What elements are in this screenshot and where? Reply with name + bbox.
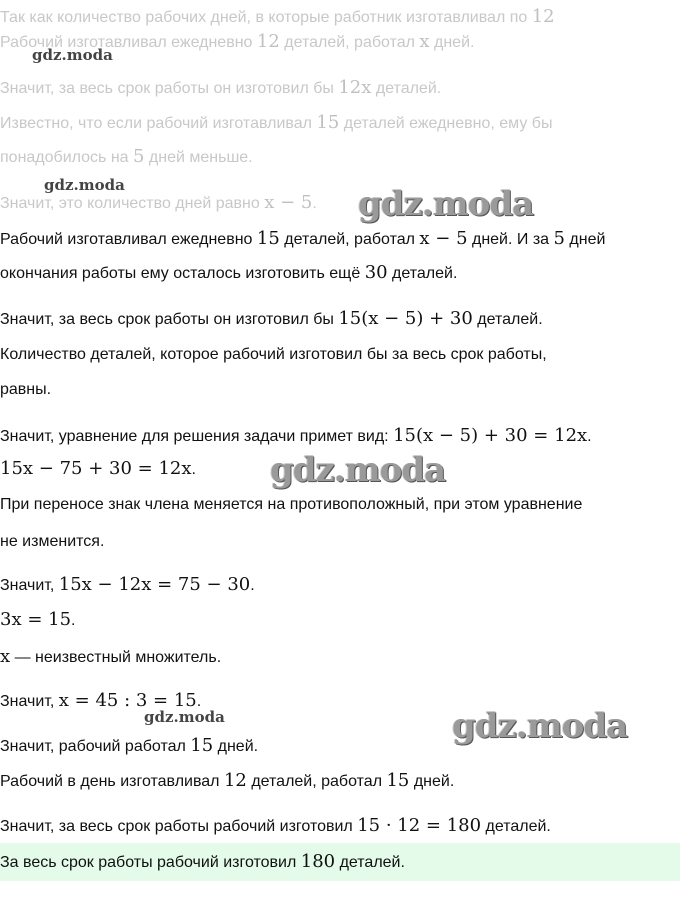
- text-run: .: [191, 461, 196, 478]
- text-line: [0, 379, 51, 401]
- text-run: Количество деталей, которое рабочий изготовил бы за весь срок работы,: [0, 346, 547, 363]
- text-run: Известно, что если рабочий изготавливал: [0, 115, 317, 132]
- text-run: Рабочий изготавливал ежедневно: [0, 231, 257, 248]
- watermark-logo: gdz.moda: [358, 184, 534, 224]
- text-run: Значит, рабочий работал: [0, 738, 191, 755]
- text-line: [0, 308, 543, 331]
- text-line: [0, 146, 253, 169]
- text-line: [0, 574, 255, 597]
- text-run: .: [312, 195, 317, 212]
- math-run: 12: [256, 31, 280, 52]
- text-run: дней: [564, 231, 606, 248]
- math-run: x − 5: [264, 192, 313, 213]
- watermark-logo: gdz.moda: [144, 708, 225, 726]
- math-run: 15 · 12 = 180: [357, 815, 482, 836]
- math-run: x = 45 : 3 = 15: [58, 690, 197, 711]
- text-run: .: [196, 693, 202, 710]
- text-run: деталей.: [472, 311, 543, 328]
- math-run: 12: [223, 770, 247, 791]
- text-line: [0, 192, 317, 215]
- text-run: дней. И за: [467, 231, 554, 248]
- text-run: деталей.: [387, 265, 458, 282]
- text-line: [0, 458, 196, 481]
- text-run: Значит,: [0, 577, 59, 594]
- watermark-logo: gdz.moda: [452, 706, 628, 746]
- watermark-logo: gdz.moda: [270, 450, 446, 490]
- text-run: деталей, работал: [279, 231, 420, 248]
- text-run: .: [250, 577, 255, 594]
- text-run: дней.: [429, 34, 475, 51]
- text-line: [0, 646, 221, 669]
- text-run: Значит, за весь срок работы он изготовил бы: [0, 80, 339, 97]
- math-run: 15(x − 5) + 30 = 12x: [393, 425, 588, 446]
- math-run: x − 5: [419, 228, 468, 249]
- math-run: 15: [256, 228, 280, 249]
- text-run: деталей.: [481, 818, 551, 835]
- text-run: Рабочий изготавливал ежедневно: [0, 34, 257, 51]
- text-run: Так как количество рабочих дней, в которые работник изготавливал по: [0, 9, 532, 26]
- text-run: деталей, работал: [279, 34, 420, 51]
- text-line: [0, 770, 454, 793]
- math-run: x: [419, 31, 430, 52]
- text-run: Значит,: [0, 693, 59, 710]
- text-run: .: [587, 428, 592, 445]
- math-run: 12x: [338, 77, 372, 98]
- text-run: Значит, за весь срок работы он изготовил бы: [0, 311, 339, 328]
- text-run: деталей.: [335, 854, 405, 871]
- text-line: [0, 262, 457, 285]
- text-run: Значит, за весь срок работы рабочий изготовил: [0, 818, 358, 835]
- math-run: 15x − 12x = 75 − 30: [58, 574, 251, 595]
- text-run: Рабочий в день изготавливал: [0, 773, 224, 790]
- text-line: [0, 425, 592, 448]
- math-run: 15(x − 5) + 30: [338, 308, 473, 329]
- text-run: не изменится.: [0, 533, 105, 550]
- text-run: равны.: [0, 381, 52, 398]
- text-line: [0, 609, 76, 632]
- math-run: 15: [190, 735, 214, 756]
- text-line: [0, 344, 547, 366]
- math-run: 30: [364, 262, 388, 283]
- text-run: — неизвестный множитель.: [10, 649, 222, 666]
- math-run: 180: [300, 851, 336, 872]
- math-run: 12: [531, 6, 555, 27]
- text-run: Значит, это количество дней равно: [0, 195, 265, 212]
- text-line: [0, 815, 551, 838]
- math-run: 15: [386, 770, 410, 791]
- text-run: Значит, уравнение для решения задачи примет вид:: [0, 428, 394, 445]
- math-run: 15x − 75 + 30 = 12x: [0, 458, 192, 479]
- math-run: 5: [553, 228, 565, 249]
- text-run: дней.: [213, 738, 259, 755]
- text-line: [0, 735, 258, 758]
- text-run: дней меньше.: [144, 149, 253, 166]
- text-run: деталей ежедневно, ему бы: [339, 115, 553, 132]
- text-line: [0, 531, 104, 553]
- watermark-logo: gdz.moda: [32, 46, 113, 64]
- math-run: 5: [133, 146, 145, 167]
- text-run: .: [71, 612, 76, 629]
- math-run: x: [0, 646, 11, 667]
- text-run: За весь срок работы рабочий изготовил: [0, 854, 301, 871]
- text-run: деталей, работал: [246, 773, 387, 790]
- text-run: При переносе знак члена меняется на противоположный, при этом уравнение: [0, 496, 583, 513]
- math-run: 15: [316, 112, 340, 133]
- final-answer: [0, 851, 405, 874]
- text-run: деталей.: [371, 80, 442, 97]
- text-run: дней.: [409, 773, 455, 790]
- text-line: [0, 77, 441, 100]
- text-line: [0, 494, 582, 516]
- watermark-logo: gdz.moda: [44, 176, 125, 194]
- text-run: понадобилось на: [0, 149, 134, 166]
- text-line: [0, 228, 605, 251]
- text-line: [0, 112, 552, 135]
- text-run: окончания работы ему осталось изготовить ещё: [0, 265, 365, 282]
- text-line: [0, 6, 555, 29]
- math-run: 3x = 15: [0, 609, 72, 630]
